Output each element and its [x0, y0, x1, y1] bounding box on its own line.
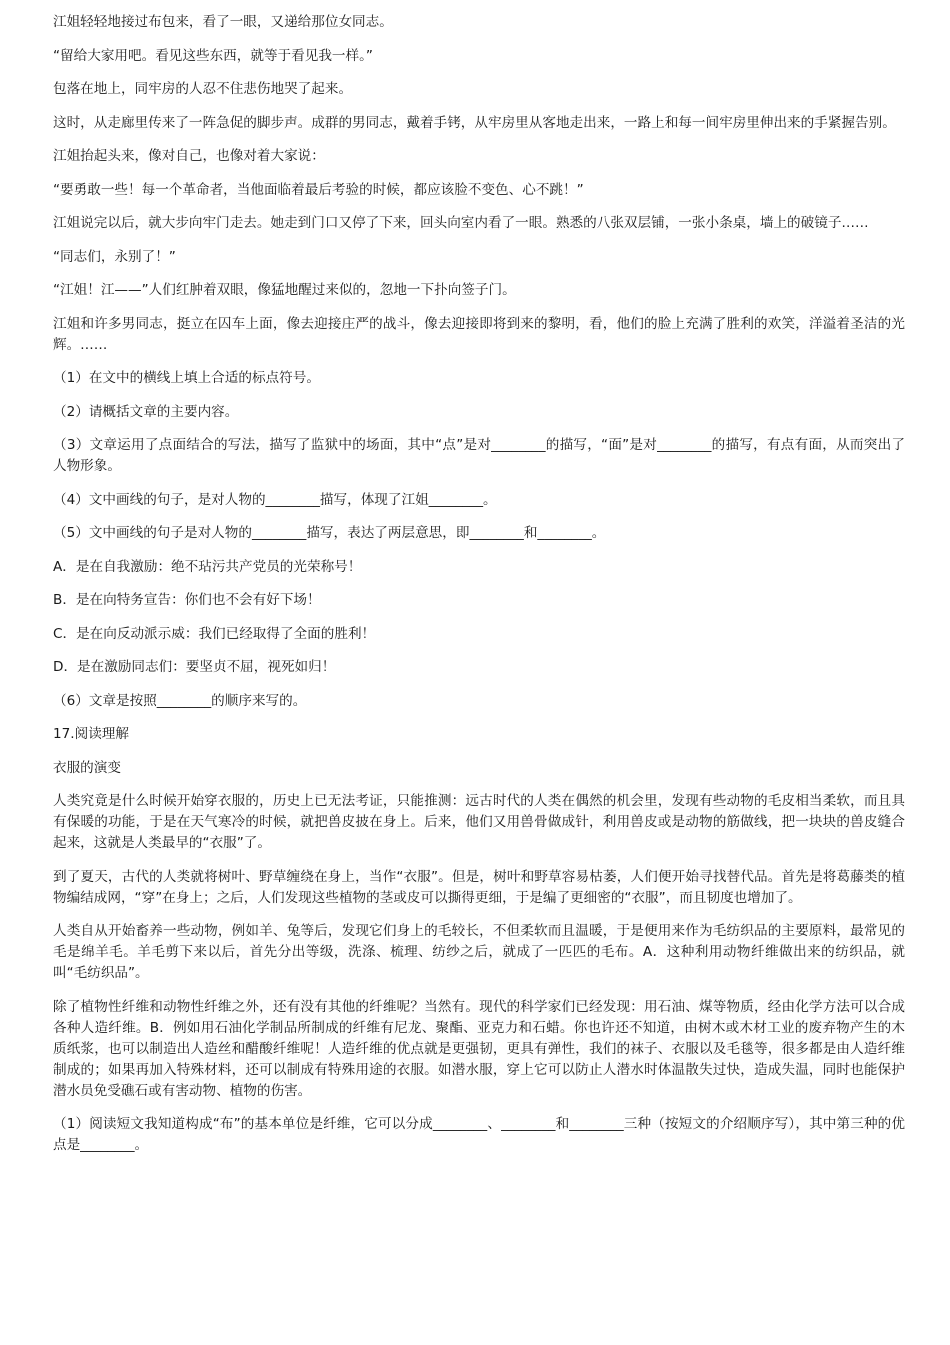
answer-option-d: D．是在激励同志们：要坚贞不屈，视死如归！ — [53, 659, 336, 675]
article-paragraph: 人类自从开始畜养一些动物，例如羊、兔等后，发现它们身上的毛较长，不但柔软而且温暖，于是便用来作为毛纺织品的主要原料，最常见的毛是绵羊毛。羊毛剪下来以后，首先分出等级，洗涤、梳理、纺纱之后，就成了一匹匹的毛布。A．这种利用动物纤维做出来的纺织品，就叫“毛纺织品”。 — [53, 923, 905, 981]
story-paragraph: “要勇敢一些！每一个革命者，当他面临着最后考验的时候，都应该脸不变色、心不跳！” — [53, 181, 584, 198]
section-heading: 17.阅读理解 — [53, 726, 129, 742]
story-paragraph: 包落在地上，同牢房的人忍不住悲伤地哭了起来。 — [53, 81, 353, 97]
story-paragraph: “同志们，永别了！” — [53, 248, 176, 265]
question-item: （3）文章运用了点面结合的写法，描写了监狱中的场面，其中“点”是对________的描写，“面”是对________的描写，有点有面，从而突出了人物形象。 — [53, 437, 905, 474]
article-paragraph: 除了植物性纤维和动物性纤维之外，还有没有其他的纤维呢？当然有。现代的科学家们已经发现：用石油、煤等物质，经由化学方法可以合成各种人造纤维。B．例如用石油化学制品所制成的纤维有尼龙、聚酯、亚克力和石蜡。你也许还不知道，由树木或木材工业的废弃物产生的木质纸浆，也可以制造出人造丝和醋酸纤维呢！人造纤维的优点就是更强韧，更具有弹性，我们的袜子、衣服以及毛毯等，很多都是由人造纤维制成的；如果再加入特殊材料，还可以制成有特殊用途的衣服。如潜水服，穿上它可以防止人潜水时体温散失过快，造成失温，同时也能保护潜水员免受礁石或有害动物、植物的伤害。 — [53, 998, 905, 1099]
document-page — [53, 12, 905, 1169]
answer-option-c: C．是在向反动派示威：我们已经取得了全面的胜利！ — [53, 625, 376, 642]
question-item: （6）文章是按照________的顺序来写的。 — [53, 692, 307, 709]
story-paragraph: 江姐轻轻地接过布包来，看了一眼，又递给那位女同志。 — [53, 14, 393, 30]
question-item: （1）阅读短文我知道构成“布”的基本单位是纤维，它可以分成________、________和________三种（按短文的介绍顺序写），其中第三种的优点是________。 — [53, 1116, 905, 1153]
article-paragraph: 人类究竟是什么时候开始穿衣服的，历史上已无法考证，只能推测：远古时代的人类在偶然的机会里，发现有些动物的毛皮相当柔软，而且具有保暖的功能，于是在天气寒冷的时候，就把兽皮披在身上。后来，他们又用兽骨做成针，利用兽皮或是动物的筋做线，把一块块的兽皮缝合起来，这就是人类最早的“衣服”了。 — [53, 793, 905, 851]
story-paragraph: 江姐和许多男同志，挺立在囚车上面，像去迎接庄严的战斗，像去迎接即将到来的黎明，看，他们的脸上充满了胜利的欢笑，洋溢着圣洁的光辉。…… — [53, 315, 905, 353]
story-paragraph: “江姐！江——”人们红肿着双眼，像猛地醒过来似的，忽地一下扑向签子门。 — [53, 282, 516, 298]
story-paragraph: 江姐抬起头来，像对自己，也像对着大家说： — [53, 148, 325, 164]
story-paragraph: 江姐说完以后，就大步向牢门走去。她走到门口又停了下来，回头向室内看了一眼。熟悉的八张双层铺，一张小条桌，墙上的破镜子…… — [53, 215, 869, 231]
question-item: （5）文中画线的句子是对人物的________描写，表达了两层意思，即________和________。 — [53, 525, 606, 541]
answer-option-b: B．是在向特务宣告：你们也不会有好下场！ — [53, 592, 321, 608]
question-item: （4）文中画线的句子，是对人物的________描写，体现了江姐________。 — [53, 491, 497, 508]
question-item: （1）在文中的横线上填上合适的标点符号。 — [53, 370, 320, 386]
story-paragraph: “留给大家用吧。看见这些东西，就等于看见我一样。” — [53, 47, 373, 64]
story-paragraph: 这时，从走廊里传来了一阵急促的脚步声。成群的男同志，戴着手铐，从牢房里从客地走出来，一路上和每一间牢房里伸出来的手紧握告别。 — [53, 114, 896, 131]
article-title: 衣服的演变 — [53, 759, 121, 776]
answer-option-a: A．是在自我激励：绝不玷污共产党员的光荣称号！ — [53, 558, 362, 575]
question-item: （2）请概括文章的主要内容。 — [53, 403, 239, 420]
article-paragraph: 到了夏天，古代的人类就将树叶、野草缠绕在身上，当作“衣服”。但是，树叶和野草容易枯萎，人们便开始寻找替代品。首先是将葛藤类的植物编结成网，“穿”在身上；之后，人们发现这些植物的茎或皮可以撕得更细，于是编了更细密的“衣服”，而且韧度也增加了。 — [53, 868, 905, 906]
